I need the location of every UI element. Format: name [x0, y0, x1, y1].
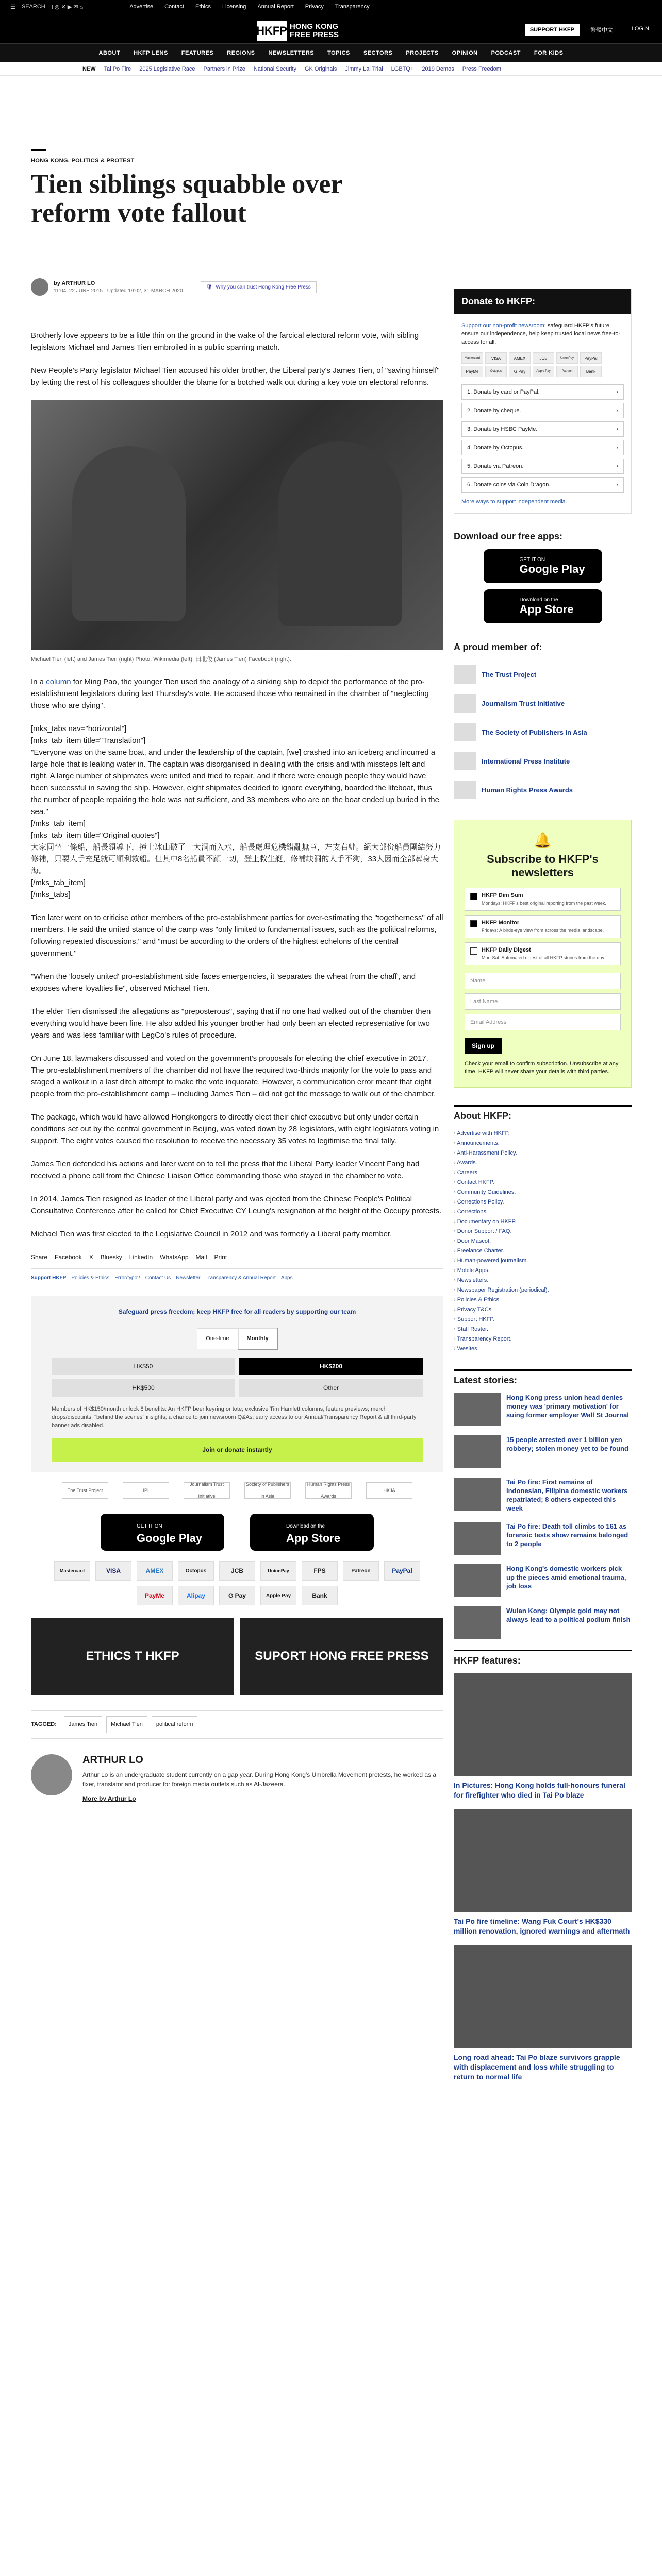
about-link[interactable]: › Support HKFP. — [454, 1315, 632, 1325]
section-label[interactable]: HONG KONG, POLITICS & PROTEST — [31, 158, 135, 164]
about-list — [454, 1129, 632, 1354]
article-photo — [31, 400, 443, 650]
shortcode-text: [/mks_tab_item] [/mks_tabs] — [31, 878, 86, 899]
option-label: 6. Donate coins via Coin Dragon. — [467, 482, 551, 488]
donation-box — [31, 1296, 443, 1472]
support-links — [31, 1268, 443, 1287]
donation-heading: Safeguard press freedom; keep HKFP free for all readers by supporting our team — [118, 1308, 356, 1315]
title-accent — [31, 149, 46, 151]
paragraph: Brotherly love appears to be a little thin on the ground in the wake of the farcical electoral reform vote, with sibling legislators Michael and James Tien embroiled in a public sparring match. — [31, 331, 419, 352]
login-link[interactable]: LOGIN — [631, 26, 649, 32]
story-thumbnail — [454, 1478, 501, 1511]
feature-title: Long road ahead: Tai Po blaze survivors grapple with displacement and loss while struggling to return to normal life — [454, 2053, 620, 2081]
about-link[interactable]: › Policies & Ethics. — [454, 1295, 632, 1305]
more-by-author-link[interactable]: More by Arthur Lo — [82, 1795, 136, 1802]
support-link[interactable]: Newsletter — [176, 1275, 201, 1281]
amount-option-other[interactable]: Other — [239, 1379, 423, 1397]
member-logo-icon — [454, 781, 476, 799]
newsletter-box — [454, 820, 632, 1088]
brand-header — [0, 13, 662, 62]
member-heading: A proud member of: — [454, 642, 542, 652]
about-link[interactable]: › Transparency Report. — [454, 1334, 632, 1344]
amount-option[interactable]: HK$500 — [52, 1379, 235, 1397]
trend-link[interactable]: Tai Po Fire — [104, 65, 131, 72]
quote-english: "Everyone was on the same boat, and under the leadership of the captain, [we] crashed into an iceberg and incurred a large hole that is leaking water in. The captain was disorganised in dealing with the crisis and with missteps left and right. A large number of shipmates were united and tried to repair, and if there were enough people they would have been successful in saving the ship. However, eight shipmates decided to ignore everything, boarded the lifeboat, thus the number of people repairing the hole was not sufficient, and 33 members who are on the boat ended up buried in the sea." — [31, 748, 439, 816]
amount-option[interactable]: HK$50 — [52, 1358, 235, 1375]
photo-person-left — [72, 446, 186, 621]
support-link[interactable]: Error/typo? — [114, 1275, 140, 1281]
patreon-icon[interactable]: Patreon — [343, 1561, 379, 1581]
about-heading: About HKFP: — [454, 1105, 632, 1122]
partner-logo[interactable]: Society of Publishers in Asia — [244, 1482, 291, 1499]
nav-item[interactable]: TOPICS — [327, 50, 350, 56]
paypal-icon[interactable]: PayPal — [384, 1561, 420, 1581]
badge-small: Download on the — [519, 597, 558, 603]
alipay-icon[interactable]: Alipay — [178, 1586, 214, 1605]
badge-label: App Store — [519, 602, 574, 616]
member-logo[interactable] — [454, 660, 632, 689]
tag[interactable]: political reform — [152, 1716, 198, 1733]
latest-story[interactable] — [454, 1478, 632, 1513]
partner-logo[interactable]: Journalism Trust Initiative — [184, 1482, 230, 1499]
author-name[interactable]: ARTHUR LO — [82, 1754, 143, 1766]
story-thumbnail — [454, 1435, 501, 1468]
story-thumbnail — [454, 1564, 501, 1597]
sidebar-donate — [454, 289, 632, 514]
member-benefits: Members of HK$150/month unlock 8 benefits: An HKFP beer keyring or tote; exclusive Tim Hamlett columns, feature previews; merch drops/discounts; "behind the scenes" insights; a chance to join newsroom Q&As; early access to our Annual/Transparency Report & all third-party banner ads disabled. — [52, 1406, 417, 1429]
sidebar — [454, 289, 632, 2091]
unionpay-icon: UnionPay — [556, 352, 578, 364]
support-link[interactable]: Apps — [280, 1275, 293, 1281]
share-bar — [31, 1251, 443, 1263]
author-link[interactable]: by ARTHUR LO — [54, 280, 95, 286]
more-ways-link[interactable]: More ways to support independent media. — [461, 499, 567, 505]
option-label: 5. Donate via Patreon. — [467, 463, 524, 469]
about-link[interactable]: › Corrections Policy. — [454, 1197, 632, 1207]
bank-icon[interactable]: Bank — [302, 1586, 338, 1605]
about-link[interactable]: › Advertise with HKFP. — [454, 1129, 632, 1139]
shortcode-text: [/mks_tab_item] [mks_tab_item title="Original quotes"] — [31, 819, 160, 840]
trend-link[interactable]: LGBTQ+ — [391, 65, 414, 72]
story-thumbnail — [454, 1606, 501, 1639]
partner-logo[interactable]: IPI — [123, 1482, 169, 1499]
fps-icon[interactable]: FPS — [302, 1561, 338, 1581]
nav-item[interactable]: ABOUT — [98, 50, 121, 56]
menu-icon[interactable]: ☰ — [10, 4, 15, 10]
visa-icon: VISA — [485, 352, 507, 364]
about-link[interactable]: › Donor Support / FAQ. — [454, 1227, 632, 1236]
trust-link-label: Why you can trust Hong Kong Free Press — [216, 284, 311, 290]
checkbox[interactable] — [470, 920, 477, 927]
about-link[interactable]: › Newsletters. — [454, 1276, 632, 1285]
donate-option[interactable] — [461, 440, 624, 455]
option-title: HKFP Daily Digest — [482, 947, 531, 953]
chevron-right-icon: › — [616, 482, 618, 488]
mastercard-icon: Mastercard — [461, 352, 483, 364]
about-link[interactable]: › Human-powered journalism. — [454, 1256, 632, 1266]
top-utility-bar — [0, 0, 662, 13]
email-field[interactable]: Email Address — [465, 1014, 621, 1030]
gpay-icon[interactable]: G Pay — [219, 1586, 255, 1605]
avatar[interactable] — [31, 278, 48, 296]
nav-item[interactable]: HKFP LENS — [134, 50, 168, 56]
latest-story[interactable] — [454, 1606, 632, 1639]
main-nav — [0, 43, 662, 62]
page-title: Tien siblings squabble over reform vote fallout — [31, 170, 342, 228]
applepay-icon[interactable]: Apple Pay — [260, 1586, 296, 1605]
payme-icon[interactable]: PayMe — [137, 1586, 173, 1605]
paragraph: James Tien defended his actions and later went on to tell the press that the Liberal Party leader Vincent Fang had received a phone call from the Chinese Liaison Office commanding those who stayed in the chamber to vote. — [31, 1160, 420, 1180]
support-link[interactable]: Contact Us — [145, 1275, 171, 1281]
paragraph: On June 18, lawmakers discussed and voted on the government's proposals for electing the chief executive in 2017. The pro-establishment members of the chamber did not have the required two-thirds majority for the vote to pass and staged a walkout in a last ditch attempt to make the vote inquorate. However, a communication error meant that eight people from the pro-establishment camp – including James Tien – did not get the message to walk out of the chamber. — [31, 1054, 436, 1098]
chevron-right-icon: › — [616, 426, 618, 432]
new-label: NEW — [82, 65, 96, 72]
text: In a — [31, 677, 46, 686]
paragraph: "When the 'loosely united' pro-establishment side faces emergencies, it 'separates the wheat from the chaff', and exposes where loyalties lie", observed Michael Tien. — [31, 972, 416, 993]
top-link[interactable]: Annual Report — [257, 4, 294, 10]
feature-title: In Pictures: Hong Kong holds full-honours funeral for firefighter who died in Tai Po blaze — [454, 1781, 625, 1799]
name-field[interactable]: Name — [465, 973, 621, 989]
bell-icon: 🔔 — [534, 832, 552, 848]
applepay-icon: Apple Pay — [533, 366, 554, 377]
share-linkedin[interactable]: LinkedIn — [129, 1253, 153, 1261]
about-link[interactable]: › Careers. — [454, 1168, 632, 1178]
tag[interactable]: Michael Tien — [106, 1716, 147, 1733]
paragraph: The package, which would have allowed Hongkongers to directly elect their chief executive but only under certain conditions set out by the central government in Beijing, was voted down by 28 legislators, with eight legislators voting in support. The eight votes caused the resolution to receive the necessary 35 votes to legitimise the final tally. — [31, 1113, 439, 1145]
latest-heading: Latest stories: — [454, 1369, 632, 1386]
member-logo[interactable] — [454, 747, 632, 775]
top-link[interactable]: Advertise — [129, 4, 154, 10]
nav-item[interactable]: PROJECTS — [406, 50, 439, 56]
logo-text: HONG KONG FREE PRESS — [290, 22, 339, 39]
top-link[interactable]: Licensing — [222, 4, 246, 10]
nav-item[interactable]: REGIONS — [227, 50, 255, 56]
support-link[interactable]: Transparency & Annual Report — [205, 1275, 276, 1281]
signup-button[interactable]: Sign up — [465, 1038, 502, 1054]
tag[interactable]: James Tien — [64, 1716, 102, 1733]
app-store-badge[interactable] — [484, 589, 602, 623]
share-mail[interactable]: Mail — [195, 1253, 207, 1261]
newsletter-fine-print: Check your email to confirm subscription. Unsubscribe at any time. HKFP will never share your details with third parties. — [465, 1061, 619, 1075]
unionpay-icon[interactable]: UnionPay — [260, 1561, 296, 1581]
trust-link[interactable] — [201, 281, 317, 293]
nav-item[interactable]: FEATURES — [181, 50, 214, 56]
amex-icon[interactable]: AMEX — [137, 1561, 173, 1581]
share-facebook[interactable]: Facebook — [55, 1253, 82, 1261]
option-label: 3. Donate by HSBC PayMe. — [467, 426, 538, 432]
about-link[interactable]: › Documentary on HKFP. — [454, 1217, 632, 1227]
paragraph: In 2014, James Tien resigned as leader of the Liberal party and was ejected from the Chinese People's Political Consultative Conference after he called for Chief Executive CY Leung's resignation at the height of the Occupy protests. — [31, 1195, 442, 1215]
badge-label: Google Play — [137, 1532, 203, 1545]
trend-link[interactable]: 2025 Legislative Race — [139, 65, 195, 72]
share-x[interactable]: X — [89, 1253, 93, 1261]
share-button[interactable]: Share — [31, 1253, 48, 1261]
story-title: Hong Kong's domestic workers pick up the pieces amid emotional trauma, job loss — [506, 1565, 626, 1590]
paragraph: New People's Party legislator Michael Tien accused his older brother, the Liberal party's James Tien, of "saving himself" by letting the rest of his colleagues shoulder the blame for a botched walk out during a key vote on electoral reforms. — [31, 366, 440, 387]
member-logo-icon — [454, 752, 476, 770]
badge-small: GET IT ON — [519, 556, 545, 563]
author-avatar[interactable] — [31, 1754, 72, 1795]
member-name: The Trust Project — [482, 670, 537, 679]
about-link[interactable]: › Newspaper Registration (periodical). — [454, 1285, 632, 1295]
author-box — [31, 1754, 443, 1805]
payment-icons — [52, 1561, 423, 1605]
badge-label: App Store — [286, 1532, 341, 1545]
amount-option-selected[interactable]: HK$200 — [239, 1358, 423, 1375]
top-link[interactable]: Transparency — [335, 4, 370, 10]
features-heading: HKFP features: — [454, 1650, 632, 1666]
option-label: 4. Donate by Octopus. — [467, 445, 524, 451]
photo-caption: Michael Tien (left) and James Tien (right) Photo: Wikimedia (left), 田北俊 (James Tien) Facebook (right). — [31, 656, 291, 663]
chevron-right-icon: › — [616, 445, 618, 451]
bank-icon: Bank — [580, 366, 602, 377]
gpay-icon: G Pay — [509, 366, 531, 377]
paragraph: The elder Tien dismissed the allegations as "preposterous", saying that if no one had walked out of the chamber then everything would have been fine. He also added his younger brother had only been an elected representative for two years and was less familiar with LegCo's rules of procedure. — [31, 1007, 431, 1040]
one-time-tab[interactable]: One-time — [197, 1328, 238, 1349]
google-play-badge[interactable] — [101, 1514, 224, 1551]
feature-image — [454, 1809, 632, 1912]
option-label: 1. Donate by card or PayPal. — [467, 389, 540, 395]
last-name-field[interactable]: Last Name — [465, 993, 621, 1010]
site-logo[interactable] — [257, 21, 346, 41]
top-link[interactable]: Contact — [164, 4, 184, 10]
member-logo[interactable] — [454, 689, 632, 718]
top-link[interactable]: Privacy — [305, 4, 324, 10]
about-link[interactable]: › Awards. — [454, 1158, 632, 1168]
story-title: Tai Po fire: First remains of Indonesian, Filipina domestic workers repatriated; 8 others expected this week — [506, 1478, 628, 1512]
amex-icon: AMEX — [509, 352, 531, 364]
about-link[interactable]: › Privacy T&Cs. — [454, 1305, 632, 1315]
latest-story[interactable] — [454, 1393, 632, 1426]
feature-story[interactable] — [454, 1809, 632, 1936]
donate-text — [461, 321, 624, 346]
nav-item[interactable]: PODCAST — [491, 50, 521, 56]
member-list — [454, 660, 632, 804]
partner-logo[interactable]: Human Rights Press Awards — [305, 1482, 352, 1499]
member-logo-icon — [454, 723, 476, 741]
tag-list — [31, 1710, 443, 1739]
apps-heading: Download our free apps: — [454, 531, 563, 541]
sidebar-payment-icons — [461, 352, 624, 377]
trend-link[interactable]: National Security — [253, 65, 296, 72]
support-newsroom-link[interactable]: Support our non-profit newsroom: — [461, 323, 546, 329]
newsletter-heading: Subscribe to HKFP's newsletters — [487, 853, 599, 879]
about-link[interactable]: › Corrections. — [454, 1207, 632, 1217]
visa-icon[interactable]: VISA — [95, 1561, 131, 1581]
trend-link[interactable]: Partners in Prize — [203, 65, 245, 72]
newsletter-option[interactable] — [465, 915, 621, 938]
about-link[interactable]: › Community Guidelines. — [454, 1188, 632, 1197]
option-desc: Mondays: HKFP's best original reporting from the past week. — [482, 901, 606, 906]
about-link[interactable]: › Door Mascot. — [454, 1236, 632, 1246]
about-link[interactable]: › Wesites — [454, 1344, 632, 1354]
top-link[interactable]: Ethics — [195, 4, 211, 10]
sidebar-app-badges — [454, 549, 632, 623]
octopus-icon[interactable]: Octopus — [178, 1561, 214, 1581]
about-link[interactable]: › Contact HKFP. — [454, 1178, 632, 1188]
feature-story[interactable] — [454, 1673, 632, 1800]
trending-bar — [0, 62, 662, 76]
patreon-icon: Patreon — [556, 366, 578, 377]
badge-small: GET IT ON — [137, 1523, 162, 1529]
feature-image — [454, 1673, 632, 1776]
feature-image — [454, 1945, 632, 2048]
donate-option[interactable] — [461, 421, 624, 437]
about-link[interactable]: › Mobile Apps. — [454, 1266, 632, 1276]
trend-link[interactable]: Press Freedom — [462, 65, 501, 72]
chevron-right-icon: › — [616, 408, 618, 414]
jcb-icon[interactable]: JCB — [219, 1561, 255, 1581]
text: safeguard HKFP's future, ensure our independence, help keep trusted local news free-to-access for all. — [461, 323, 621, 345]
newsletter-option[interactable] — [465, 942, 621, 965]
latest-story[interactable] — [454, 1522, 632, 1555]
ethics-banner[interactable]: ETHICS T HKFP — [31, 1618, 234, 1695]
amount-options — [52, 1358, 423, 1397]
feature-title: Tai Po fire timeline: Wang Fuk Court's HK$330 million renovation, ignored warnings and aftermath — [454, 1917, 630, 1935]
support-link[interactable]: Policies & Ethics — [71, 1275, 110, 1281]
nav-item[interactable]: NEWSLETTERS — [268, 50, 315, 56]
about-link[interactable]: › Announcements. — [454, 1139, 632, 1148]
support-link[interactable]: Support HKFP — [31, 1275, 67, 1281]
share-whatsapp[interactable]: WhatsApp — [160, 1253, 189, 1261]
paypal-icon: PayPal — [580, 352, 602, 364]
trend-link[interactable]: GK Originals — [304, 65, 337, 72]
trend-link[interactable]: 2019 Demos — [422, 65, 454, 72]
share-bluesky[interactable]: Bluesky — [100, 1253, 122, 1261]
chevron-right-icon: › — [616, 389, 618, 395]
support-banner[interactable]: SUPORT HONG FREE PRESS — [240, 1618, 443, 1695]
latest-story[interactable] — [454, 1435, 632, 1468]
nav-item[interactable]: FOR KIDS — [534, 50, 564, 56]
option-desc: Mon-Sat: Automated digest of all HKFP stories from the day. — [482, 955, 605, 960]
app-badges — [31, 1514, 443, 1551]
story-title: Wulan Kong: Olympic gold may not always lead to a political podium finish — [506, 1607, 631, 1623]
tagged-label: TAGGED: — [31, 1721, 57, 1727]
member-logo-icon — [454, 665, 476, 684]
payme-icon: PayMe — [461, 366, 483, 377]
author-bio: Arthur Lo is an undergraduate student currently on a gap year. During Hong Kong's Umbrella Movement protests, he worked as a fixer, translator and producer for foreign media outlets such as Al-Jazeera. — [82, 1771, 437, 1788]
sidebar-donate-heading: Donate to HKFP: — [454, 289, 631, 314]
join-button[interactable]: Join or donate instantly — [52, 1438, 423, 1462]
member-logo[interactable] — [454, 775, 632, 804]
partner-logos — [31, 1472, 443, 1509]
feature-story[interactable] — [454, 1945, 632, 2082]
donate-option[interactable] — [461, 403, 624, 418]
google-play-badge[interactable] — [484, 549, 602, 583]
about-link[interactable]: › Freelance Charter. — [454, 1246, 632, 1256]
octopus-icon: Octopus — [485, 366, 507, 377]
about-link[interactable]: › Staff Roster. — [454, 1325, 632, 1334]
chevron-right-icon: › — [616, 463, 618, 469]
shortcode-text: [mks_tabs nav="horizontal"] [mks_tab_item title="Translation"] — [31, 724, 146, 745]
member-name: Human Rights Press Awards — [482, 786, 573, 794]
checkbox[interactable] — [470, 893, 477, 900]
app-store-badge[interactable] — [250, 1514, 374, 1551]
member-name: Journalism Trust Initiative — [482, 699, 565, 707]
story-thumbnail — [454, 1393, 501, 1426]
article-body — [31, 330, 443, 1805]
search-link[interactable]: SEARCH — [21, 4, 45, 10]
option-label: 2. Donate by cheque. — [467, 408, 521, 414]
story-thumbnail — [454, 1522, 501, 1555]
mastercard-icon[interactable]: Mastercard — [54, 1561, 90, 1581]
member-logo-icon — [454, 694, 476, 713]
donate-option[interactable] — [461, 459, 624, 474]
badge-label: Google Play — [519, 562, 585, 575]
partner-logo[interactable]: HKJA — [366, 1482, 412, 1499]
option-desc: Fridays: A birds-eye view from across the media landscape. — [482, 928, 604, 933]
option-title: HKFP Monitor — [482, 920, 520, 926]
about-link[interactable]: › Anti-Harassment Policy. — [454, 1148, 632, 1158]
checkbox[interactable] — [470, 947, 477, 955]
share-print[interactable]: Print — [214, 1253, 227, 1261]
story-title: 15 people arrested over 1 billion yen robbery; stolen money yet to be found — [506, 1436, 628, 1452]
story-title: Tai Po fire: Death toll climbs to 161 as forensic tests show remains belonged to 2 people — [506, 1522, 628, 1548]
nav-item[interactable]: SECTORS — [363, 50, 393, 56]
photo-person-right — [278, 441, 402, 626]
language-link[interactable]: 繁體中文 — [590, 27, 613, 33]
monthly-tab[interactable]: Monthly — [238, 1328, 277, 1349]
paragraph: Tien later went on to criticise other members of the pro-establishment parties for over-estimating the "togetherness" of all members. He said the united stance of the camp was "only limited to fundamental issues, such as the political reforms, following repeated discussions," and "must be according to the orders of the highest echelons of the central government." — [31, 913, 443, 958]
publish-date: 11:04, 22 JUNE 2015 · Updated 19:02, 31 MARCH 2020 — [54, 288, 183, 294]
latest-story[interactable] — [454, 1564, 632, 1597]
text: for Ming Pao, the younger Tien used the analogy of a sinking ship to depict the performance of the pro-establishment legislators during last Thursday's vote. He accused those who remained in the chamber of "neglecting those who are dying". — [31, 677, 429, 710]
trend-link[interactable]: Jimmy Lai Trial — [345, 65, 383, 72]
logo-box: HKFP — [257, 21, 287, 41]
frequency-toggle — [52, 1328, 423, 1349]
quote-chinese: 大家同坐一條船，船長領導下，撞上冰山破了一大洞而入水，船長處理危機錯亂無章，左支右絀。絕大部份船員團結努力修補，只要人手充足就可順利救船。但其中8名船員不顧一切，登上救生艇，修補缺洞的人手不夠，33人因而全部葬身大海。 — [31, 843, 441, 875]
badge-small: Download on the — [286, 1523, 325, 1529]
donate-option[interactable] — [461, 384, 624, 400]
nav-item[interactable]: OPINION — [452, 50, 478, 56]
member-name: International Press Institute — [482, 757, 570, 765]
story-title: Hong Kong press union head denies money was 'primary motivation' for suing former employer Wall St Journal — [506, 1394, 629, 1419]
byline — [31, 278, 317, 296]
shield-icon: 🛡 — [206, 284, 213, 290]
member-logo[interactable] — [454, 718, 632, 747]
paragraph: Michael Tien was first elected to the Legislative Council in 2012 and was formerly a Liberal party member. — [31, 1230, 392, 1239]
jcb-icon: JCB — [533, 352, 554, 364]
option-title: HKFP Dim Sum — [482, 892, 523, 899]
paragraph — [31, 676, 443, 711]
newsletter-option[interactable] — [465, 888, 621, 911]
social-icons[interactable]: f ◎ ✕ ▶ ✉ ⌂ — [51, 4, 84, 10]
column-link[interactable]: column — [46, 677, 71, 686]
partner-logo[interactable]: The Trust Project — [62, 1482, 108, 1499]
member-name: The Society of Publishers in Asia — [482, 728, 587, 736]
support-hkfp-button[interactable]: SUPPORT HKFP — [525, 24, 580, 36]
latest-list — [454, 1393, 632, 1639]
donate-option[interactable] — [461, 477, 624, 493]
promo-banners — [31, 1618, 443, 1695]
